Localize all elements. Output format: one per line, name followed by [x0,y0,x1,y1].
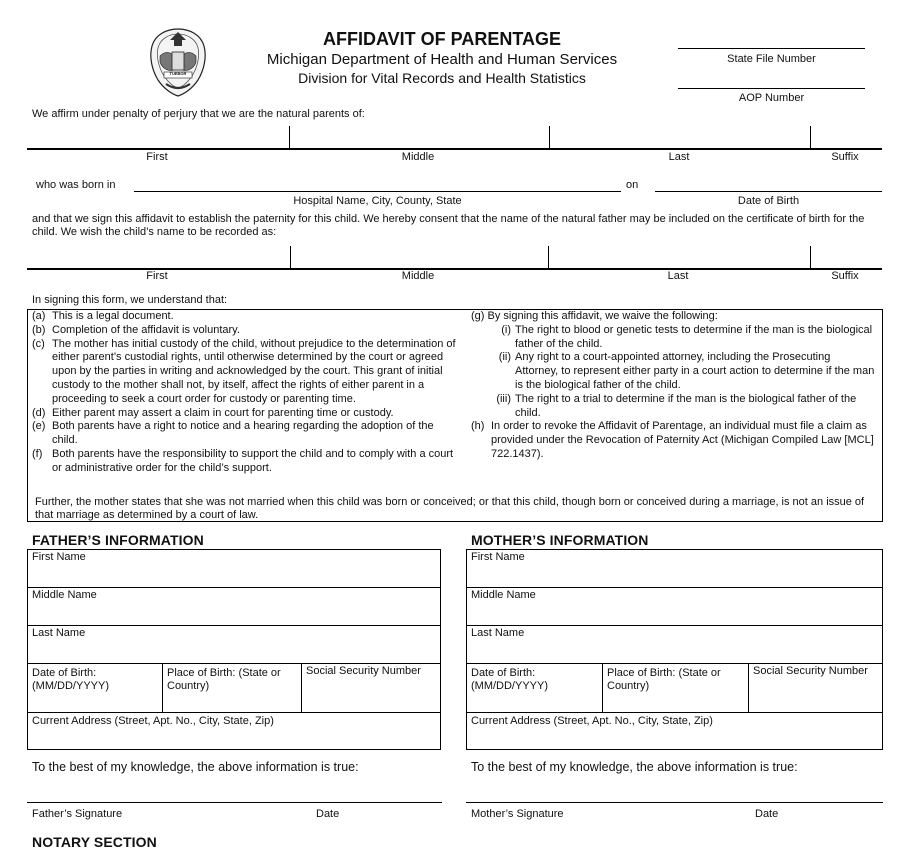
state-file-number-label: State File Number [727,53,816,65]
name-divider-2 [549,126,550,148]
name-divider-6 [810,246,811,268]
father-info-heading: FATHER’S INFORMATION [32,532,204,548]
dob-field-line[interactable] [655,191,882,192]
aop-number-line [678,88,865,89]
father-dob-field[interactable] [27,663,163,713]
term-g-iii: (iii) The right to a trial to determine if the man is the biological father of the child. [496,392,857,419]
father-address-field[interactable] [27,712,441,750]
mother-signature-line[interactable] [466,802,883,803]
name-divider-1 [289,126,290,148]
division-name: Division for Vital Records and Health Statistics [298,70,586,86]
terms-right-list [471,310,875,462]
father-signature-line[interactable] [27,802,442,803]
child-name-underline-1 [27,148,882,150]
father-last-name-label: Last Name [32,627,86,639]
on-label: on [626,179,639,191]
mother-attest: To the best of my knowledge, the above information is true: [471,760,798,774]
term-d: (d) Either parent may assert a claim in court for parenting time or custody. [32,406,394,419]
name-divider-4 [290,246,291,268]
father-ssn-field[interactable] [301,663,441,713]
label-suffix-2: Suffix [831,270,859,282]
label-first-1: First [146,151,168,163]
mother-ssn-label: Social Security Number [753,665,868,677]
name-divider-5 [548,246,549,268]
father-last-name-field[interactable] [27,625,441,664]
term-h: (h) In order to revoke the Affidavit of Parentage, an individual must file a claim as provided under the Revocation of Paternity Act (Michigan Compiled Law [MCL] 722.1437). [471,420,874,460]
born-in-label: who was born in [36,179,116,191]
mother-pob-field[interactable] [602,663,749,713]
mother-info-heading: MOTHER’S INFORMATION [471,532,649,548]
child-name-fields-1[interactable] [27,126,882,148]
seal-text: TUEBOR [169,71,187,76]
mother-date-label: Date [755,808,779,820]
understand-statement: In signing this form, we understand that: [32,294,228,306]
mother-first-name-label: First Name [471,551,525,563]
form-title: AFFIDAVIT OF PARENTAGE [323,29,561,49]
mother-signature-label: Mother’s Signature [471,808,564,820]
father-pob-field[interactable] [162,663,302,713]
further-statement: Further, the mother states that she was not married when this child was born or conceived; or that this child, though born or conceived during a marriage, is not an issue of that marriage as determined by a court of law. [35,496,865,521]
mother-last-name-label: Last Name [471,627,525,639]
label-suffix-1: Suffix [831,151,859,163]
father-attest: To the best of my knowledge, the above information is true: [32,760,359,774]
affirm-statement: We affirm under penalty of perjury that we are the natural parents of: [32,108,365,120]
michigan-seal [146,26,210,98]
mother-middle-name-field[interactable] [466,587,883,626]
term-e: (e) Both parents have a right to notice and a hearing regarding the adoption of the child. [32,420,434,447]
label-first-2: First [146,270,168,282]
father-ssn-label: Social Security Number [306,665,421,677]
term-b: (b) Completion of the affidavit is voluntary. [32,323,240,336]
name-divider-3 [810,126,811,148]
mother-dob-field[interactable] [466,663,603,713]
department-name: Michigan Department of Health and Human Services [266,51,618,68]
label-last-2: Last [667,270,689,282]
hospital-field-line[interactable] [134,191,621,192]
father-pob-label: Place of Birth: (State or Country) [167,667,281,692]
child-name-fields-2[interactable] [27,246,882,268]
term-f: (f) Both parents have the responsibility to support the child and to comply with a court or administrative order for the child’s support. [32,447,454,474]
mother-last-name-field[interactable] [466,625,883,664]
term-g-i: (i) The right to blood or genetic tests to determine if the man is the biological father of the child. [501,323,873,350]
terms-left-list [32,310,462,476]
father-signature-label: Father’s Signature [32,808,123,820]
aop-number-label: AOP Number [738,92,805,104]
father-first-name-field[interactable] [27,549,441,588]
father-middle-name-field[interactable] [27,587,441,626]
term-g-intro: (g) By signing this affidavit, we waive the following: [471,310,718,322]
consent-statement: and that we sign this affidavit to establish the paternity for this child. We hereby consent that the name of the natural father may be included on the certificate of birth for the child. We wish the child’s name to be recorded as: [32,213,865,238]
mother-middle-name-label: Middle Name [471,589,536,601]
hospital-label: Hospital Name, City, County, State [293,195,462,207]
father-address-label: Current Address (Street, Apt. No., City, State, Zip) [32,715,274,727]
father-date-label: Date [316,808,340,820]
notary-section-heading: NOTARY SECTION [32,834,157,850]
mother-dob-label: Date of Birth: (MM/DD/YYYY) [471,667,548,692]
term-c: (c) The mother has initial custody of the child, without prejudice to the determination of either parent’s custodial rights, until otherwise determined by the court or agreed upon by the parties in writing and acknowledged by the court. This grant of initial custody to the mother shall not, by itself, affect the rights of either parent in a proceeding to seek a court order for custody or parenting time. [32,337,456,405]
mother-first-name-field[interactable] [466,549,883,588]
father-dob-label: Date of Birth: (MM/DD/YYYY) [32,667,109,692]
mother-address-label: Current Address (Street, Apt. No., City, State, Zip) [471,715,713,727]
label-middle-2: Middle [401,270,435,282]
term-g-ii: (ii) Any right to a court-appointed attorney, including the Prosecuting Attorney, to represent either party in a court action to determine if the man is the biological father of the child. [498,351,875,391]
label-middle-1: Middle [401,151,435,163]
state-file-number-line [678,48,865,49]
term-a: (a) This is a legal document. [32,310,174,322]
dob-label: Date of Birth [737,195,800,207]
mother-address-field[interactable] [466,712,883,750]
father-first-name-label: First Name [32,551,86,563]
father-middle-name-label: Middle Name [32,589,97,601]
mother-ssn-field[interactable] [748,663,883,713]
label-last-1: Last [668,151,690,163]
mother-pob-label: Place of Birth: (State or Country) [607,667,721,692]
